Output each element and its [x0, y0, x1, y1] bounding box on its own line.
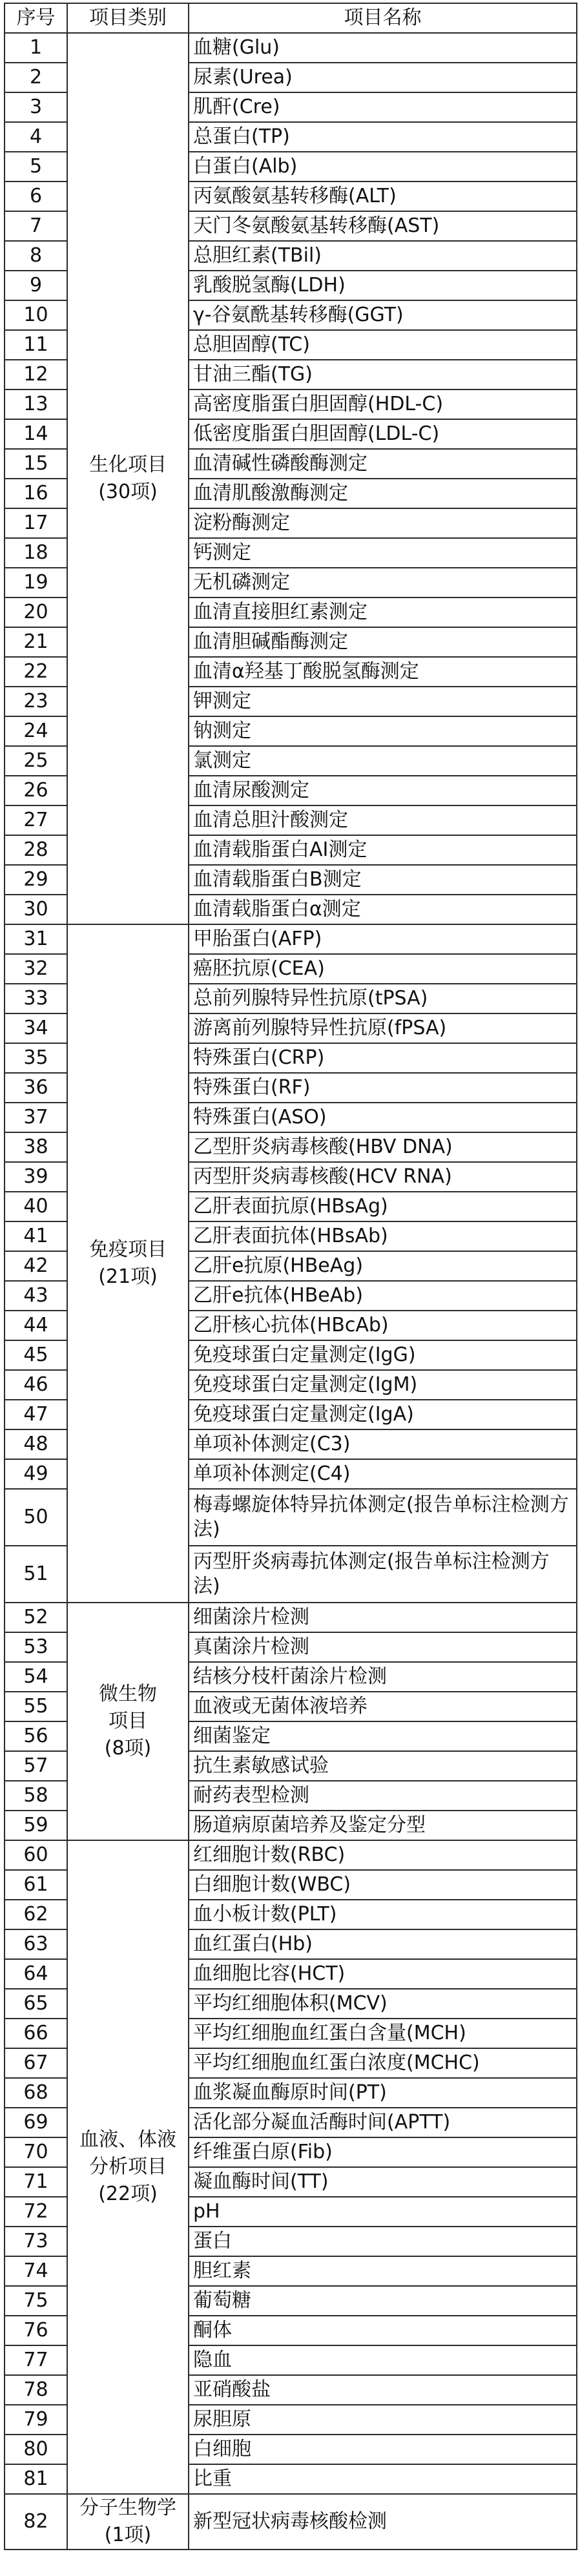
item-name: 胆红素 [189, 2256, 577, 2286]
item-name: 血清总胆汁酸测定 [189, 805, 577, 835]
row-number: 41 [5, 1221, 67, 1251]
item-name: 血糖(Glu) [189, 33, 577, 63]
category-cell [67, 1603, 189, 1840]
item-name: 特殊蛋白(CRP) [189, 1043, 577, 1073]
row-number: 30 [5, 895, 67, 924]
item-name: 血红蛋白(Hb) [189, 1929, 577, 1959]
row-number: 80 [5, 2435, 67, 2464]
category-line: 项目 [109, 1710, 147, 1732]
row-number: 20 [5, 597, 67, 627]
item-name: 丙型肝炎病毒核酸(HCV RNA) [189, 1162, 577, 1192]
item-name: 天门冬氨酸氨基转移酶(AST) [189, 211, 577, 241]
row-number: 23 [5, 687, 67, 716]
category-line: 分子生物学 [79, 2497, 176, 2519]
category-line: (8项) [104, 1737, 152, 1760]
row-number: 74 [5, 2256, 67, 2286]
row-number: 22 [5, 657, 67, 687]
row-number: 8 [5, 241, 67, 271]
table-row [5, 1840, 577, 1870]
item-name: 乙肝核心抗体(HBcAb) [189, 1311, 577, 1340]
item-name: 血清载脂蛋白B测定 [189, 865, 577, 895]
row-number: 21 [5, 627, 67, 657]
item-name: 丙氨酸氨基转移酶(ALT) [189, 182, 577, 211]
row-number: 42 [5, 1251, 67, 1281]
row-number: 60 [5, 1840, 67, 1870]
item-name: 单项补体测定(C4) [189, 1459, 577, 1489]
item-name: 免疫球蛋白定量测定(IgG) [189, 1340, 577, 1370]
item-name: 血清碱性磷酸酶测定 [189, 449, 577, 479]
item-name: 血清载脂蛋白α测定 [189, 895, 577, 924]
header-num: 序号 [5, 3, 67, 33]
header-row [5, 3, 577, 33]
row-number: 29 [5, 865, 67, 895]
row-number: 48 [5, 1429, 67, 1459]
item-name: 乳酸脱氢酶(LDH) [189, 271, 577, 300]
item-name: 钠测定 [189, 716, 577, 746]
row-number: 57 [5, 1751, 67, 1781]
table-row [5, 924, 577, 954]
row-number: 56 [5, 1721, 67, 1751]
row-number: 3 [5, 92, 67, 122]
row-number: 51 [5, 1546, 67, 1603]
item-name: 游离前列腺特异性抗原(fPSA) [189, 1013, 577, 1043]
item-name: 血清尿酸测定 [189, 776, 577, 805]
item-name: 尿素(Urea) [189, 63, 577, 92]
table-row [5, 1603, 577, 1632]
row-number: 64 [5, 1959, 67, 1989]
row-number: 77 [5, 2345, 67, 2375]
row-number: 37 [5, 1103, 67, 1132]
item-name: 葡萄糖 [189, 2286, 577, 2316]
row-number: 68 [5, 2078, 67, 2108]
row-number: 65 [5, 1989, 67, 2019]
row-number: 38 [5, 1132, 67, 1162]
header-category: 项目类别 [67, 3, 189, 33]
category-cell [67, 33, 189, 924]
row-number: 45 [5, 1340, 67, 1370]
item-name: 平均红细胞血红蛋白浓度(MCHC) [189, 2048, 577, 2078]
row-number: 43 [5, 1281, 67, 1311]
category-line: 分析项目 [89, 2155, 167, 2178]
item-name: 血清α羟基丁酸脱氢酶测定 [189, 657, 577, 687]
item-name: 真菌涂片检测 [189, 1632, 577, 1662]
item-name: 细菌涂片检测 [189, 1603, 577, 1632]
item-name: 蛋白 [189, 2227, 577, 2256]
item-name: 血清直接胆红素测定 [189, 597, 577, 627]
item-name: 丙型肝炎病毒抗体测定(报告单标注检测方法) [189, 1546, 577, 1603]
item-name: 亚硝酸盐 [189, 2375, 577, 2405]
row-number: 47 [5, 1400, 67, 1429]
category-line: (21项) [98, 1265, 158, 1288]
item-name: 血小板计数(PLT) [189, 1900, 577, 1929]
item-name: 总胆红素(TBil) [189, 241, 577, 271]
row-number: 53 [5, 1632, 67, 1662]
row-number: 33 [5, 984, 67, 1013]
row-number: 79 [5, 2405, 67, 2435]
item-name: 白蛋白(Alb) [189, 152, 577, 182]
category-cell [67, 924, 189, 1603]
item-name: 平均红细胞体积(MCV) [189, 1989, 577, 2019]
item-name: 肠道病原菌培养及鉴定分型 [189, 1811, 577, 1840]
row-number: 63 [5, 1929, 67, 1959]
item-name: 酮体 [189, 2316, 577, 2345]
header-name: 项目名称 [189, 3, 577, 33]
item-name: 结核分枝杆菌涂片检测 [189, 1662, 577, 1692]
row-number: 82 [5, 2494, 67, 2550]
row-number: 24 [5, 716, 67, 746]
row-number: 81 [5, 2464, 67, 2494]
item-name: 钾测定 [189, 687, 577, 716]
item-name: 白细胞计数(WBC) [189, 1870, 577, 1900]
category-cell [67, 2494, 189, 2550]
item-name: 免疫球蛋白定量测定(IgM) [189, 1370, 577, 1400]
row-number: 7 [5, 211, 67, 241]
item-name: 淀粉酶测定 [189, 508, 577, 538]
table-row [5, 33, 577, 63]
item-name: 血细胞比容(HCT) [189, 1959, 577, 1989]
row-number: 4 [5, 122, 67, 152]
item-name: 乙肝e抗原(HBeAg) [189, 1251, 577, 1281]
row-number: 55 [5, 1692, 67, 1721]
item-name: γ-谷氨酰基转移酶(GGT) [189, 300, 577, 330]
row-number: 44 [5, 1311, 67, 1340]
row-number: 17 [5, 508, 67, 538]
item-name: 血清胆碱酯酶测定 [189, 627, 577, 657]
item-name: 梅毒螺旋体特异抗体测定(报告单标注检测方法) [189, 1489, 577, 1546]
item-name: 甲胎蛋白(AFP) [189, 924, 577, 954]
row-number: 39 [5, 1162, 67, 1192]
item-name: 抗生素敏感试验 [189, 1751, 577, 1781]
item-name: 低密度脂蛋白胆固醇(LDL-C) [189, 419, 577, 449]
row-number: 18 [5, 538, 67, 568]
row-number: 2 [5, 63, 67, 92]
item-name: 乙型肝炎病毒核酸(HBV DNA) [189, 1132, 577, 1162]
item-name: 乙肝e抗体(HBeAb) [189, 1281, 577, 1311]
item-name: 总蛋白(TP) [189, 122, 577, 152]
category-line: (30项) [98, 481, 158, 503]
item-name: 乙肝表面抗原(HBsAg) [189, 1192, 577, 1221]
item-name: 高密度脂蛋白胆固醇(HDL-C) [189, 390, 577, 419]
item-name: 血清肌酸激酶测定 [189, 479, 577, 508]
item-name: 白细胞 [189, 2435, 577, 2464]
item-name: 无机磷测定 [189, 568, 577, 597]
row-number: 27 [5, 805, 67, 835]
row-number: 15 [5, 449, 67, 479]
item-name: 尿胆原 [189, 2405, 577, 2435]
row-number: 32 [5, 954, 67, 984]
item-name: 免疫球蛋白定量测定(IgA) [189, 1400, 577, 1429]
item-name: 耐药表型检测 [189, 1781, 577, 1811]
row-number: 70 [5, 2137, 67, 2167]
row-number: 49 [5, 1459, 67, 1489]
item-name: 血清载脂蛋白AⅠ测定 [189, 835, 577, 865]
row-number: 13 [5, 390, 67, 419]
row-number: 9 [5, 271, 67, 300]
row-number: 16 [5, 479, 67, 508]
row-number: 73 [5, 2227, 67, 2256]
row-number: 76 [5, 2316, 67, 2345]
table-row [5, 2494, 577, 2550]
row-number: 34 [5, 1013, 67, 1043]
category-line: 微生物 [99, 1683, 157, 1705]
category-line: 生化项目 [89, 453, 167, 476]
project-table [4, 3, 577, 2550]
row-number: 59 [5, 1811, 67, 1840]
item-name: 总胆固醇(TC) [189, 330, 577, 360]
row-number: 67 [5, 2048, 67, 2078]
row-number: 46 [5, 1370, 67, 1400]
row-number: 62 [5, 1900, 67, 1929]
item-name: 氯测定 [189, 746, 577, 776]
item-name: 比重 [189, 2464, 577, 2494]
row-number: 35 [5, 1043, 67, 1073]
item-name: 钙测定 [189, 538, 577, 568]
row-number: 5 [5, 152, 67, 182]
item-name: pH [189, 2197, 577, 2227]
category-line: 免疫项目 [89, 1238, 167, 1261]
item-name: 隐血 [189, 2345, 577, 2375]
row-number: 10 [5, 300, 67, 330]
item-name: 新型冠状病毒核酸检测 [189, 2494, 577, 2550]
row-number: 61 [5, 1870, 67, 1900]
item-name: 血浆凝血酶原时间(PT) [189, 2078, 577, 2108]
row-number: 69 [5, 2108, 67, 2137]
row-number: 1 [5, 33, 67, 63]
item-name: 乙肝表面抗体(HBsAb) [189, 1221, 577, 1251]
row-number: 25 [5, 746, 67, 776]
row-number: 78 [5, 2375, 67, 2405]
category-line: 血液、体液 [79, 2128, 176, 2151]
item-name: 平均红细胞血红蛋白含量(MCH) [189, 2019, 577, 2048]
row-number: 58 [5, 1781, 67, 1811]
row-number: 54 [5, 1662, 67, 1692]
row-number: 12 [5, 360, 67, 390]
category-line: (22项) [98, 2183, 158, 2205]
row-number: 66 [5, 2019, 67, 2048]
row-number: 28 [5, 835, 67, 865]
category-cell [67, 1840, 189, 2494]
row-number: 50 [5, 1489, 67, 1546]
row-number: 72 [5, 2197, 67, 2227]
item-name: 活化部分凝血活酶时间(APTT) [189, 2108, 577, 2137]
row-number: 11 [5, 330, 67, 360]
row-number: 36 [5, 1073, 67, 1103]
row-number: 71 [5, 2167, 67, 2197]
row-number: 19 [5, 568, 67, 597]
item-name: 纤维蛋白原(Fib) [189, 2137, 577, 2167]
item-name: 红细胞计数(RBC) [189, 1840, 577, 1870]
item-name: 肌酐(Cre) [189, 92, 577, 122]
item-name: 特殊蛋白(ASO) [189, 1103, 577, 1132]
category-line: (1项) [104, 2524, 152, 2546]
item-name: 凝血酶时间(TT) [189, 2167, 577, 2197]
item-name: 癌胚抗原(CEA) [189, 954, 577, 984]
item-name: 特殊蛋白(RF) [189, 1073, 577, 1103]
row-number: 26 [5, 776, 67, 805]
row-number: 6 [5, 182, 67, 211]
item-name: 单项补体测定(C3) [189, 1429, 577, 1459]
row-number: 52 [5, 1603, 67, 1632]
item-name: 甘油三酯(TG) [189, 360, 577, 390]
row-number: 75 [5, 2286, 67, 2316]
item-name: 血液或无菌体液培养 [189, 1692, 577, 1721]
item-name: 细菌鉴定 [189, 1721, 577, 1751]
item-name: 总前列腺特异性抗原(tPSA) [189, 984, 577, 1013]
row-number: 31 [5, 924, 67, 954]
row-number: 40 [5, 1192, 67, 1221]
row-number: 14 [5, 419, 67, 449]
